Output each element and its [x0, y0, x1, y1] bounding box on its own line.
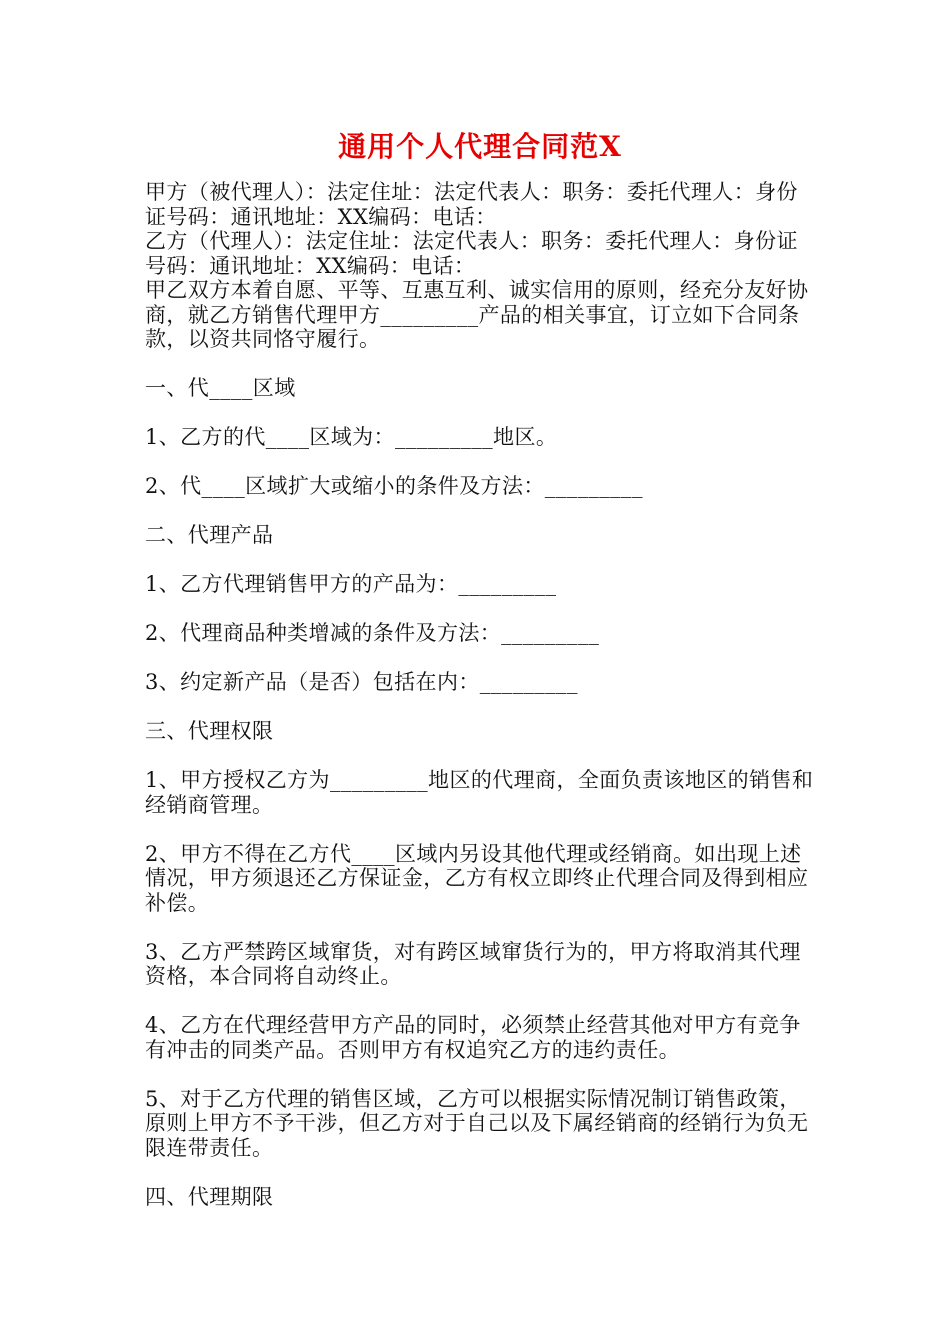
blank-line — [145, 1160, 815, 1185]
clause-3-5: 5、对于乙方代理的销售区域，乙方可以根据实际情况制订销售政策，原则上甲方不予干涉，但乙方对于自己以及下属经销商的经销行为负无限连带责任。 — [145, 1086, 809, 1160]
clause-2-3: 3、约定新产品（是否）包括在内：_________ — [145, 670, 578, 694]
blank-line — [145, 817, 815, 842]
blank-line — [145, 646, 815, 671]
section-heading-3: 三、代理权限 — [145, 719, 274, 743]
blank-line — [145, 499, 815, 524]
blank-line — [145, 450, 815, 475]
document-title: 通用个人代理合同范X — [338, 130, 622, 163]
clause-2-2: 2、代理商品种类增减的条件及方法：_________ — [145, 621, 600, 645]
blank-line — [145, 1062, 815, 1087]
section-heading-4: 四、代理期限 — [145, 1184, 274, 1209]
blank-line — [145, 352, 815, 377]
blank-line — [145, 597, 815, 622]
clause-3-4: 4、乙方在代理经营甲方产品的同时，必须禁止经营其他对甲方有竞争有冲击的同类产品。否则甲方有权追究乙方的违约责任。 — [145, 1013, 801, 1062]
document-page — [145, 128, 815, 1209]
blank-line — [145, 915, 815, 940]
party-b-info: 乙方（代理人）：法定住址：法定代表人：职务：委托代理人：身份证号码：通讯地址：XX编码：电话： — [145, 229, 798, 278]
clause-3-1: 1、甲方授权乙方为_________地区的代理商，全面负责该地区的销售和经销商管理。 — [145, 768, 814, 817]
clause-3-2: 2、甲方不得在乙方代____区域内另设其他代理或经销商。如出现上述情况，甲方须退还乙方保证金，乙方有权立即终止代理合同及得到相应补偿。 — [145, 841, 809, 915]
document-body — [145, 180, 815, 1209]
section-heading-1: 一、代____区域 — [145, 376, 296, 400]
blank-line — [145, 695, 815, 720]
blank-line — [145, 401, 815, 426]
blank-line — [145, 548, 815, 573]
blank-line — [145, 989, 815, 1014]
clause-3-3: 3、乙方严禁跨区域窜货，对有跨区域窜货行为的，甲方将取消其代理资格，本合同将自动终止。 — [145, 939, 801, 988]
clause-1-2: 2、代____区域扩大或缩小的条件及方法：_________ — [145, 474, 643, 498]
clause-1-1: 1、乙方的代____区域为：_________地区。 — [145, 425, 558, 449]
blank-line — [145, 744, 815, 769]
section-heading-2: 二、代理产品 — [145, 523, 274, 547]
clause-2-1: 1、乙方代理销售甲方的产品为：_________ — [145, 572, 557, 596]
party-a-info: 甲方（被代理人）：法定住址：法定代表人：职务：委托代理人：身份证号码：通讯地址：XX编码：电话： — [145, 180, 798, 229]
preamble: 甲乙双方本着自愿、平等、互惠互利、诚实信用的原则，经充分友好协商，就乙方销售代理甲方_________产品的相关事宜，订立如下合同条款，以资共同恪守履行。 — [145, 278, 809, 351]
